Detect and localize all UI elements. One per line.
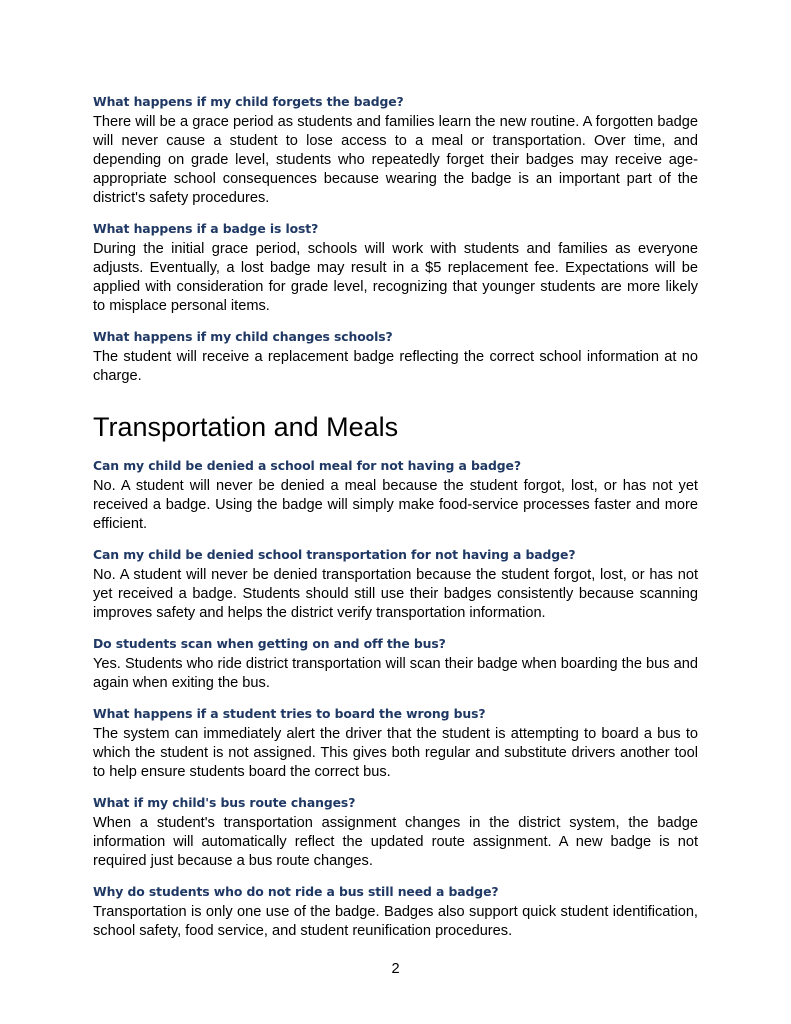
faq-question: Why do students who do not ride a bus still need a badge? bbox=[93, 884, 499, 899]
faq-item bbox=[93, 546, 698, 623]
faq-answer: Yes. Students who ride district transportation will scan their badge when boarding the bus and again when exiting the bus. bbox=[93, 656, 698, 691]
faq-item bbox=[93, 457, 698, 534]
faq-question: What if my child's bus route changes? bbox=[93, 795, 356, 810]
faq-answer: When a student's transportation assignment changes in the district system, the badge information will automatically reflect the updated route assignment. A new badge is not required just because a bus route changes. bbox=[93, 815, 698, 869]
faq-question: Can my child be denied school transportation for not having a badge? bbox=[93, 547, 576, 562]
faq-answer: No. A student will never be denied a meal because the student forgot, lost, or has not yet received a badge. Using the badge will simply make food-service processes faster and more efficient. bbox=[93, 478, 698, 532]
faq-question: Can my child be denied a school meal for not having a badge? bbox=[93, 458, 521, 473]
faq-item bbox=[93, 635, 698, 693]
faq-item bbox=[93, 883, 698, 941]
faq-question: What happens if a student tries to board the wrong bus? bbox=[93, 706, 486, 721]
faq-question: What happens if a badge is lost? bbox=[93, 221, 319, 236]
faq-answer: There will be a grace period as students and families learn the new routine. A forgotten badge will never cause a student to lose access to a meal or transportation. Over time, and depending on grade level, students who repeatedly forget their badges may receive age-appropriate school consequences because wearing the badge is an important part of the district's safety procedures. bbox=[93, 114, 698, 206]
faq-question: What happens if my child changes schools? bbox=[93, 329, 393, 344]
faq-answer: No. A student will never be denied transportation because the student forgot, lost, or has not yet received a badge. Students should still use their badges consistently because scanning improves safety and helps the district verify transportation information. bbox=[93, 567, 698, 621]
faq-question: What happens if my child forgets the badge? bbox=[93, 94, 404, 109]
section-heading: Transportation and Meals bbox=[93, 412, 399, 442]
faq-answer: During the initial grace period, schools will work with students and families as everyone adjusts. Eventually, a lost badge may result in a $5 replacement fee. Expectations will be applied with consideration for grade level, recognizing that younger students are more likely to misplace personal items. bbox=[93, 241, 698, 314]
faq-answer: The student will receive a replacement badge reflecting the correct school information at no charge. bbox=[93, 349, 698, 384]
faq-question: Do students scan when getting on and off the bus? bbox=[93, 636, 446, 651]
faq-item bbox=[93, 328, 698, 386]
faq-item bbox=[93, 220, 698, 316]
faq-item bbox=[93, 93, 698, 208]
faq-answer: Transportation is only one use of the badge. Badges also support quick student identification, school safety, food service, and student reunification procedures. bbox=[93, 904, 698, 939]
page-content bbox=[93, 93, 698, 953]
faq-item bbox=[93, 705, 698, 782]
faq-answer: The system can immediately alert the driver that the student is attempting to board a bus to which the student is not assigned. This gives both regular and substitute drivers another tool to help ensure students board the correct bus. bbox=[93, 726, 698, 780]
faq-item bbox=[93, 794, 698, 871]
page-number: 2 bbox=[391, 961, 400, 977]
